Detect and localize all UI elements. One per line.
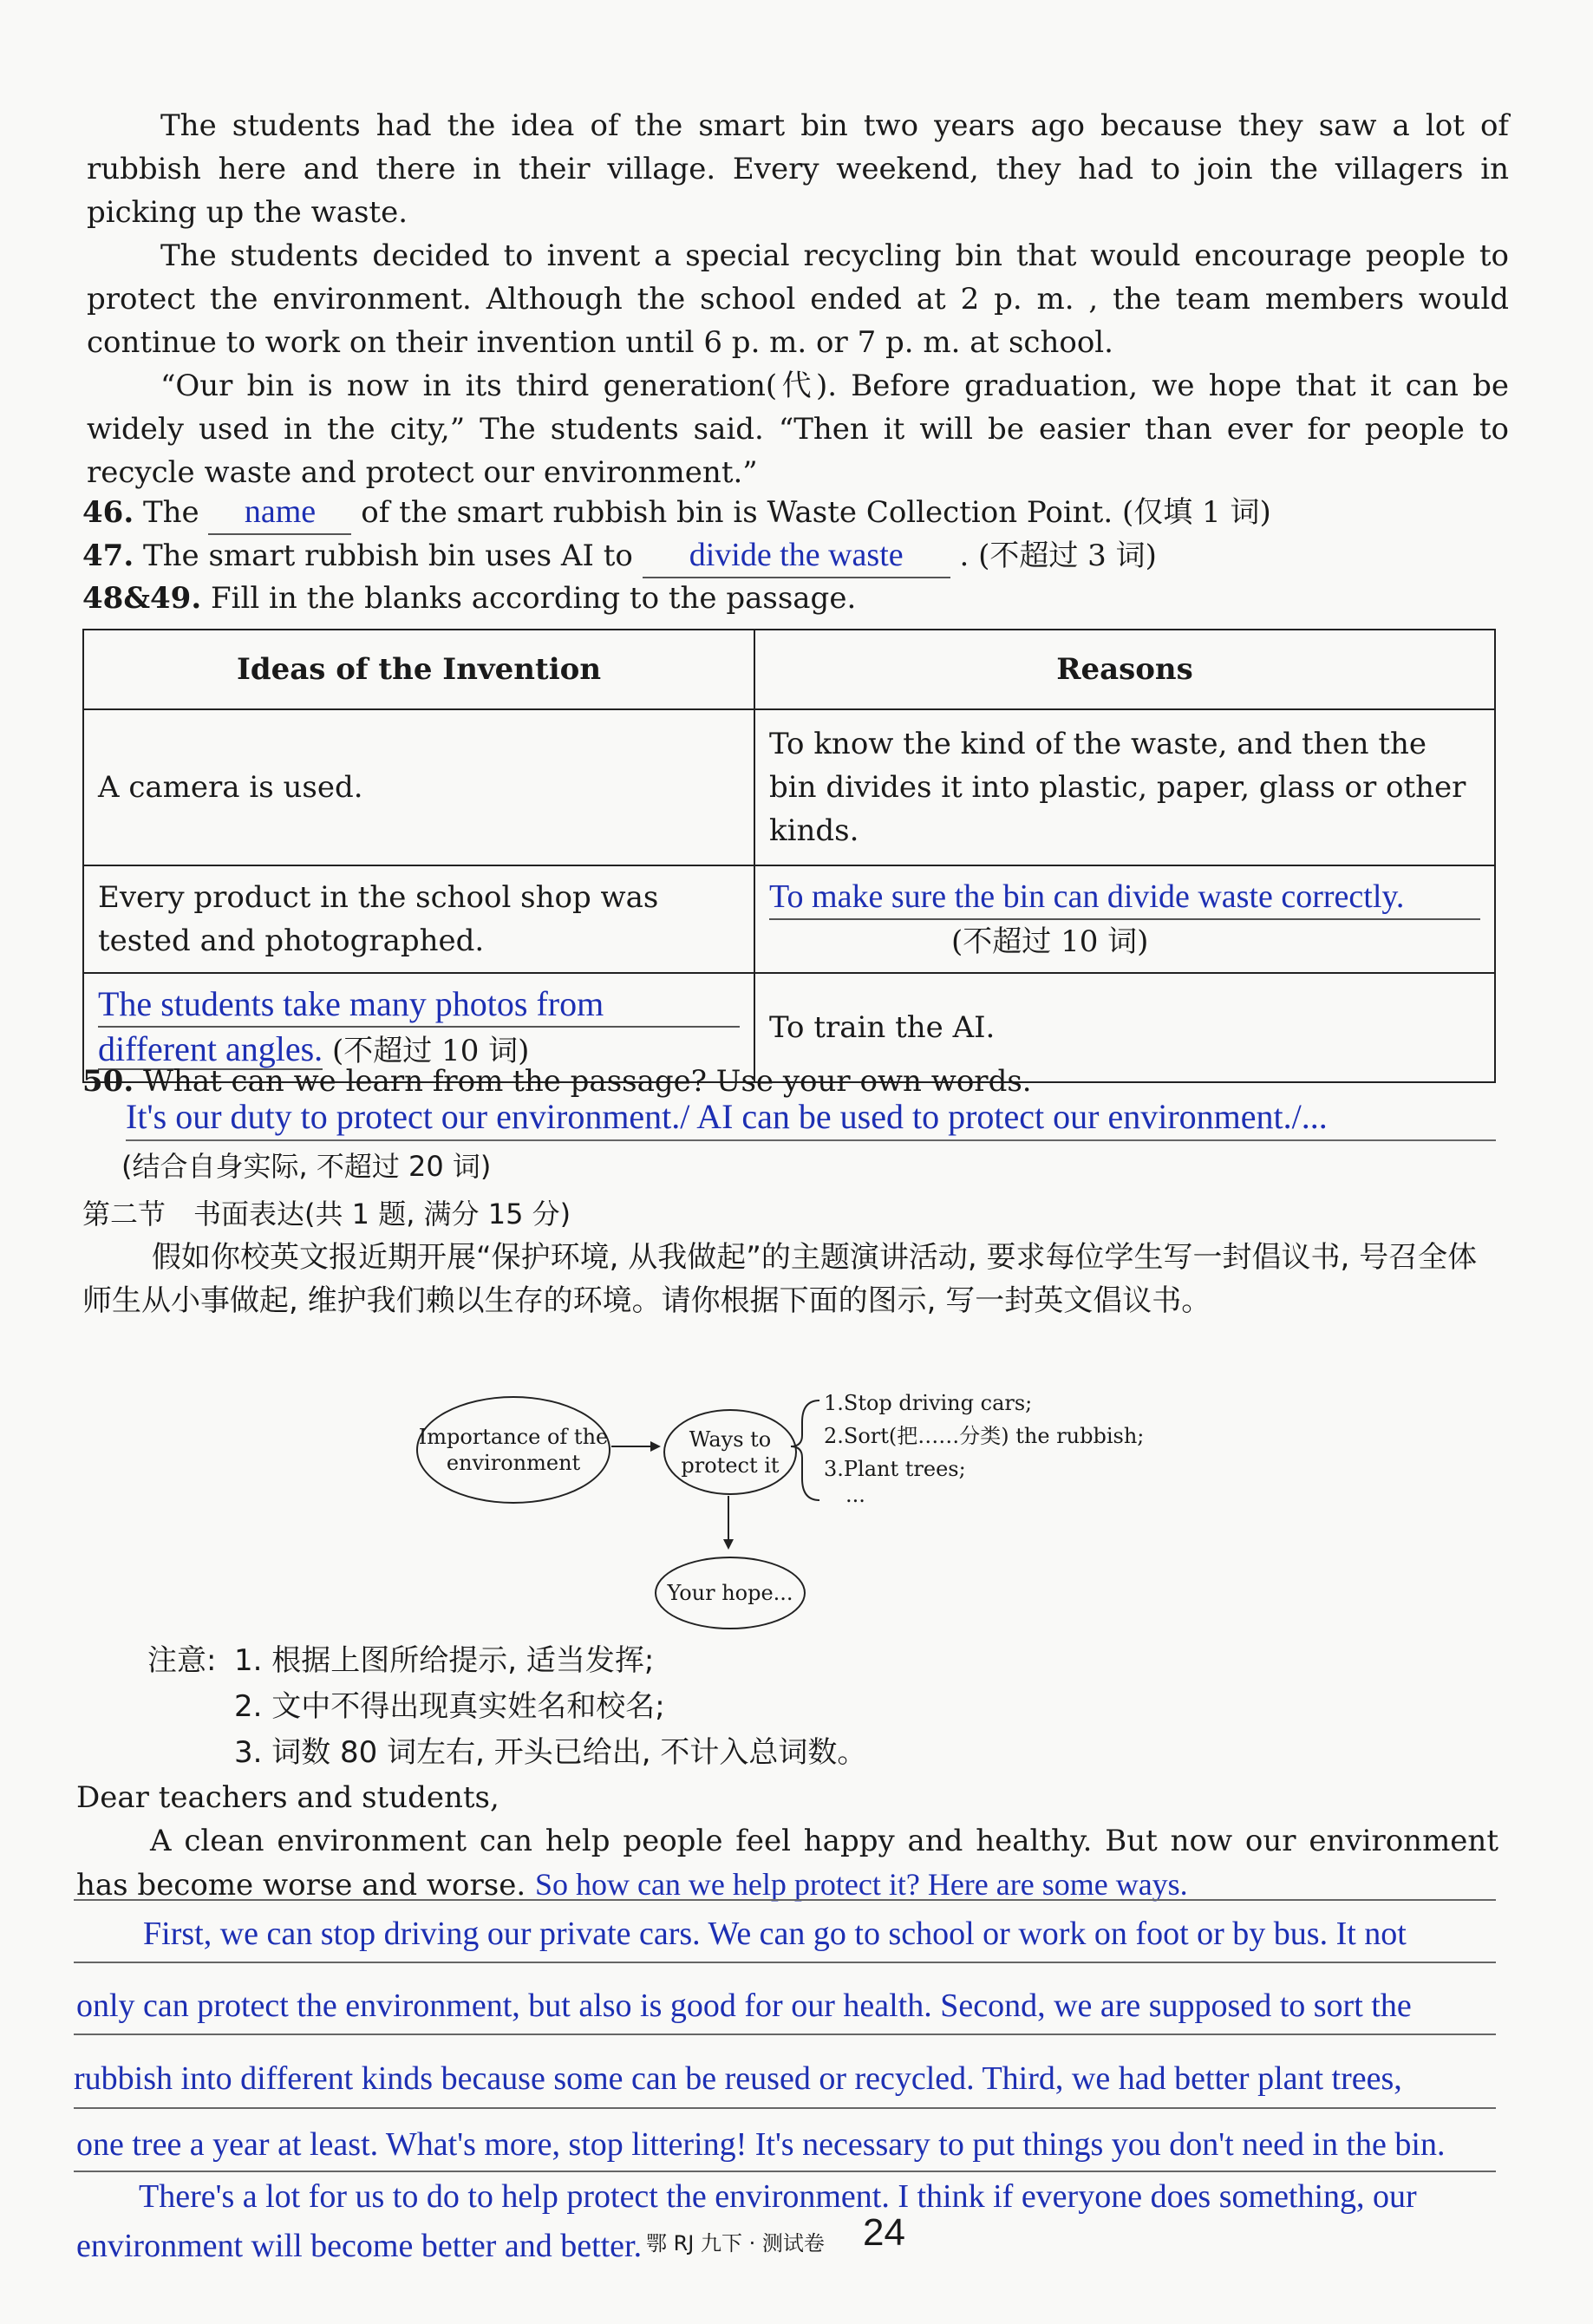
question-number: 47. xyxy=(82,539,134,573)
letter-answer-line-5[interactable]: one tree a year at least. What's more, stop littering! It's necessary to put things you don't need in the bin. xyxy=(76,2126,1446,2163)
passage-paragraph-3: “Our bin is now in its third generation(代). Before graduation, we hope that it can be widely used in the city,” The students said. “Then it will be easier than ever for people to recycle waste and protect our environment.” xyxy=(87,369,1509,490)
question-47 xyxy=(82,533,1522,578)
question-48-49 xyxy=(82,577,1522,620)
writing-line xyxy=(74,1962,1496,1963)
diagram-label: Importance of the environment xyxy=(418,1425,609,1475)
answer-50[interactable]: It's our duty to protect our environment./ AI can be used to protect our environment./... xyxy=(126,1094,1496,1141)
table-cell: To train the AI. xyxy=(754,973,1495,1082)
question-number: 48&49. xyxy=(82,581,202,616)
answer-48[interactable]: To make sure the bin can divide waste correctly. xyxy=(769,875,1480,920)
note-1: 1. 根据上图所给提示, 适当发挥; xyxy=(234,1643,655,1678)
question-text: The smart rubbish bin uses AI to xyxy=(142,539,633,573)
letter-answer-line-7[interactable]: environment will become better and better. xyxy=(76,2228,643,2264)
diagram-node-importance xyxy=(416,1396,610,1504)
invention-table xyxy=(82,629,1496,1083)
diagram-item: 3.Plant trees; xyxy=(824,1457,966,1481)
table-cell-answer-48[interactable] xyxy=(754,865,1495,973)
letter-answer-line-4[interactable]: rubbish into different kinds because some can be reused or recycled. Third, we had better plant trees, xyxy=(74,2060,1402,2097)
table-header-reasons: Reasons xyxy=(754,630,1495,709)
footer-label: 鄂 RJ 九下 · 测试卷 xyxy=(646,2231,825,2255)
section-title: 第二节 书面表达(共 1 题, 满分 15 分) xyxy=(82,1198,571,1231)
diagram-node-ways xyxy=(663,1409,797,1495)
passage-paragraph-1: The students had the idea of the smart bin two years ago because they saw a lot of rubbish here and there in their village. Every weekend, they had to join the villagers in picking up the waste. xyxy=(87,108,1509,230)
letter-opening-text: A clean environment can help people feel happy and healthy. But now our environment has become worse and worse. xyxy=(76,1824,1498,1903)
note-2: 2. 文中不得出现真实姓名和校名; xyxy=(234,1689,665,1724)
diagram-label: Ways to protect it xyxy=(681,1426,780,1478)
letter-salutation: Dear teachers and students, xyxy=(76,1780,499,1815)
question-text: of the smart rubbish bin is Waste Collection Point. (仅填 1 词) xyxy=(361,495,1271,530)
table-header-ideas: Ideas of the Invention xyxy=(83,630,754,709)
word-limit-note: (结合自身实际, 不超过 20 词) xyxy=(121,1150,492,1183)
question-number: 46. xyxy=(82,495,134,530)
question-text: The xyxy=(142,495,199,530)
letter-answer-line-6[interactable]: There's a lot for us to do to help protect the environment. I think if everyone does something, our xyxy=(139,2178,1417,2215)
diagram-item: ... xyxy=(845,1483,865,1507)
question-text: Fill in the blanks according to the passage. xyxy=(210,581,857,616)
question-text: What can we learn from the passage? Use your own words. xyxy=(142,1064,1032,1099)
table-cell: Every product in the school shop was tested and photographed. xyxy=(83,865,754,973)
writing-prompt: 假如你校英文报近期开展“保护环境, 从我做起”的主题演讲活动, 要求每位学生写一封倡议书, 号召全体师生从小事做起, 维护我们赖以生存的环境。请你根据下面的图示, 写一封英文倡议书。 xyxy=(82,1240,1478,1318)
writing-line xyxy=(74,2107,1496,2109)
table-cell: To know the kind of the waste, and then the bin divides it into plastic, paper, glass or other kinds. xyxy=(754,709,1495,865)
diagram-node-hope xyxy=(655,1557,806,1629)
diagram-label: Your hope... xyxy=(667,1581,793,1605)
answer-46[interactable]: name xyxy=(208,490,351,535)
passage-paragraph-2: The students decided to invent a special recycling bin that would encourage people to protect the environment. Although the school ended at 2 p. m. , the team members would continue to work on their invention until 6 p. m. or 7 p. m. at school. xyxy=(87,238,1509,360)
table-cell: A camera is used. xyxy=(83,709,754,865)
writing-line xyxy=(74,2171,1496,2172)
answer-49-line2[interactable]: different angles. xyxy=(98,1029,323,1068)
letter-answer-line-3[interactable]: only can protect the environment, but also is good for our health. Second, we are supposed to sort the xyxy=(76,1988,1412,2024)
note-3: 3. 词数 80 词左右, 开头已给出, 不计入总词数。 xyxy=(234,1735,867,1770)
diagram-item: 1.Stop driving cars; xyxy=(824,1391,1033,1415)
question-46 xyxy=(82,490,1522,535)
page-number: 24 xyxy=(863,2211,905,2254)
word-limit-note: (不超过 10 词) xyxy=(331,1034,530,1068)
writing-line xyxy=(74,1899,1496,1901)
question-text: . (不超过 3 词) xyxy=(959,539,1157,573)
letter-answer-line-1[interactable]: So how can we help protect it? Here are some ways. xyxy=(534,1867,1188,1902)
word-limit-note: (不超过 10 词) xyxy=(951,924,1149,959)
diagram-item: 2.Sort(把……分类) the rubbish; xyxy=(824,1424,1145,1448)
letter-answer-line-2[interactable]: First, we can stop driving our private cars. We can go to school or work on foot or by bus. It not xyxy=(143,1916,1407,1952)
question-number: 50. xyxy=(82,1064,134,1099)
answer-47[interactable]: divide the waste xyxy=(643,533,950,578)
answer-49-line1[interactable]: The students take many photos from xyxy=(98,982,740,1028)
notes-label: 注意: xyxy=(147,1643,217,1678)
letter-opening xyxy=(76,1819,1498,1907)
writing-line xyxy=(74,2034,1496,2035)
